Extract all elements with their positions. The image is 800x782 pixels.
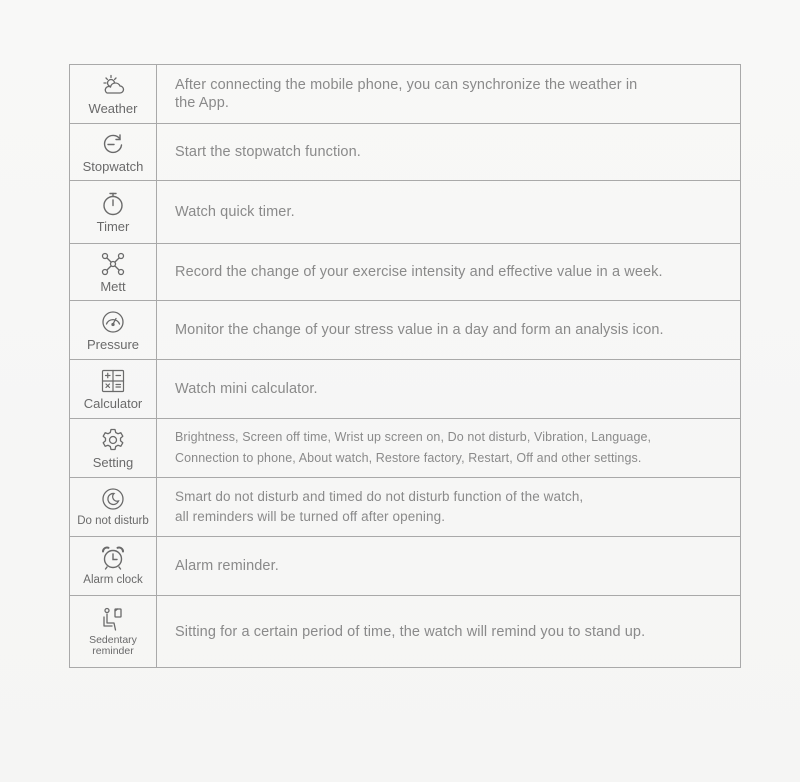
description-line: all reminders will be turned off after opening. [175,509,446,524]
row-description [175,487,730,527]
description-cell [157,596,741,668]
icon-cell [70,478,157,537]
row-label: Do not disturb [77,514,149,527]
row-label: Weather [88,100,138,116]
row-label: reminder [92,644,134,657]
description-cell [157,124,741,181]
icon-cell [70,181,157,244]
description-cell [157,537,741,596]
icon-cell [70,596,157,668]
row-description [175,623,730,641]
description-line: Watch quick timer. [175,204,295,220]
row-description [175,263,730,281]
row-label: Calculator [83,395,143,411]
table-row [70,301,741,360]
row-description [175,76,730,112]
row-description [175,203,730,221]
description-line: the App. [175,95,230,111]
row-description [175,557,730,575]
mett-icon [100,251,126,277]
description-line: Brightness, Screen off time, Wrist up screen on, Do not disturb, Vibration, Language, [175,430,652,444]
description-line: Alarm reminder. [175,558,279,574]
icon-cell [70,301,157,360]
table-row [70,244,741,301]
description-line: Record the change of your exercise intensity and effective value in a week. [175,264,663,280]
icon-cell [70,537,157,596]
description-line: Monitor the change of your stress value in a day and form an analysis icon. [175,322,664,338]
pressure-icon [100,309,126,335]
icon-cell [70,124,157,181]
description-line: Start the stopwatch function. [175,144,361,160]
table-row [70,124,741,181]
stopwatch-icon [100,131,126,157]
row-label: Sedentary [89,633,137,646]
row-description [175,321,730,339]
description-cell [157,301,741,360]
timer-icon [100,191,126,217]
weather-icon [100,73,126,99]
icon-cell [70,419,157,478]
icon-cell [70,244,157,301]
row-label: Setting [92,454,134,470]
table-row [70,419,741,478]
table-row [70,596,741,668]
calculator-icon [100,368,126,394]
description-cell [157,478,741,537]
row-label: Pressure [86,336,140,352]
description-line: Watch mini calculator. [175,381,318,397]
table-row [70,478,741,537]
row-label: Mett [100,278,126,294]
description-cell [157,360,741,419]
description-line: After connecting the mobile phone, you can synchronize the weather in [175,77,638,93]
gear-icon [100,427,126,453]
icon-cell [70,65,157,124]
row-label: Timer [96,218,130,234]
description-cell [157,419,741,478]
icon-cell [70,360,157,419]
table-row [70,65,741,124]
description-line: Sitting for a certain period of time, the watch will remind you to stand up. [175,623,646,640]
row-description [175,143,730,161]
description-line: Connection to phone, About watch, Restore factory, Restart, Off and other settings. [175,451,642,465]
row-label: Alarm clock [83,573,143,586]
description-cell [157,181,741,244]
table-row [70,360,741,419]
row-label: Stopwatch [82,158,144,174]
alarm-clock-icon [100,545,126,571]
description-cell [157,244,741,301]
row-description [175,380,730,398]
description-cell [157,65,741,124]
sedentary-icon [100,607,126,633]
row-description [175,427,730,469]
description-line: Smart do not disturb and timed do not disturb function of the watch, [175,489,584,504]
moon-icon [100,486,126,512]
table-row [70,537,741,596]
table-row [70,181,741,244]
feature-table [69,64,741,668]
